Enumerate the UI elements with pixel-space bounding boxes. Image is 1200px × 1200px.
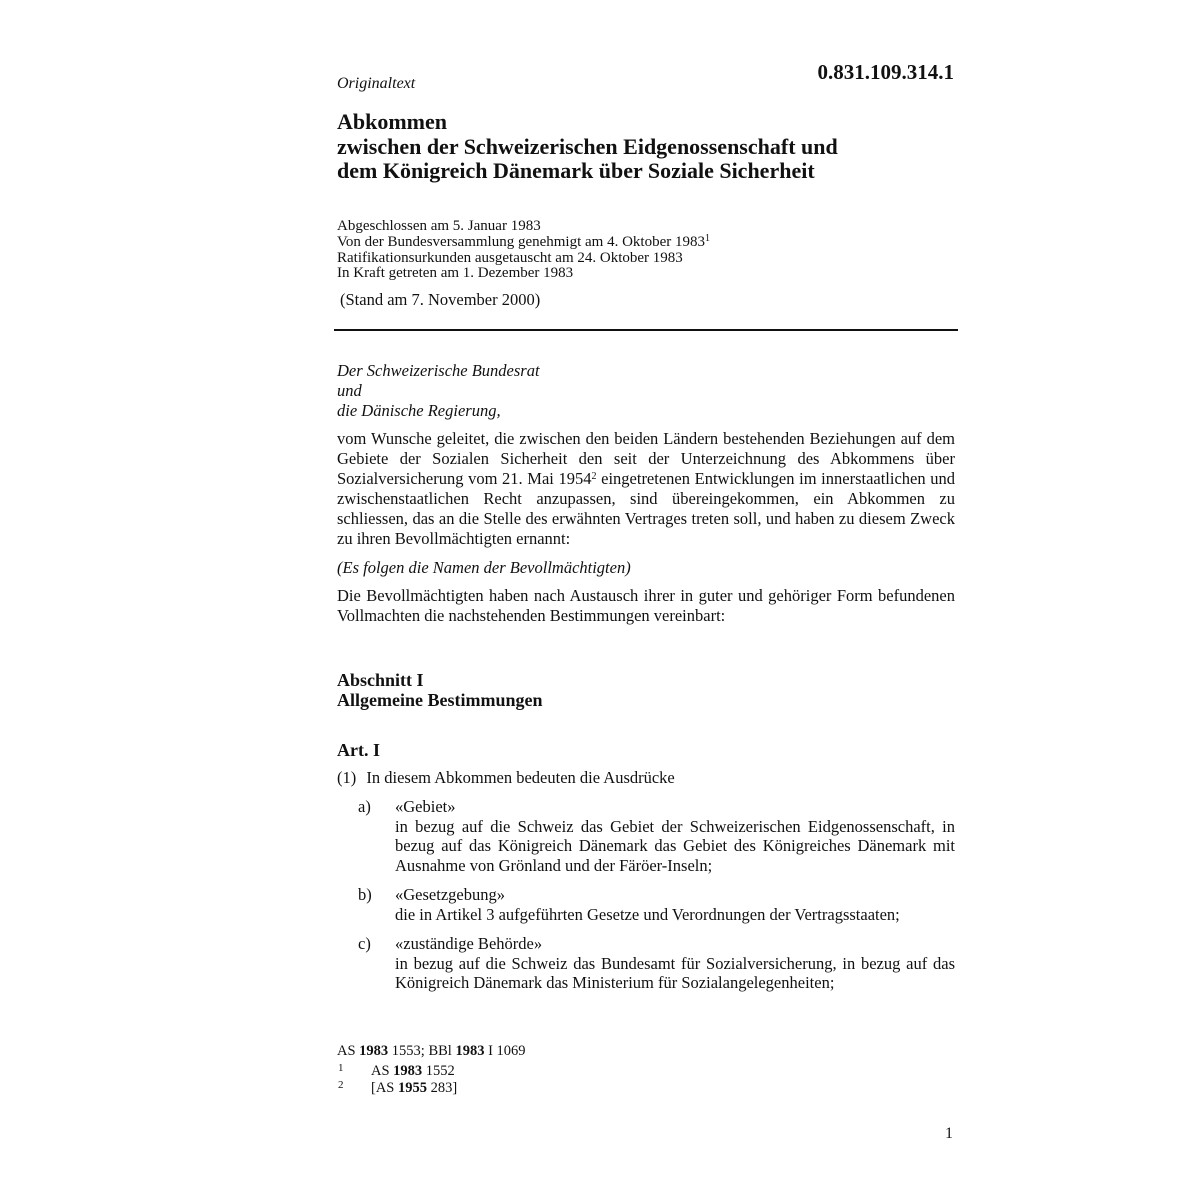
definition-term: «Gesetzgebung» (395, 885, 505, 904)
definition-term: «Gebiet» (395, 797, 456, 816)
list-item-letter: c) (358, 934, 371, 953)
list-item (395, 934, 955, 993)
list-item (395, 797, 955, 875)
title-line-3: dem Königreich Dänemark über Soziale Sicherheit (337, 158, 815, 183)
footnote-1-text: AS 1983 1552 (371, 1063, 455, 1079)
section-title: Allgemeine Bestimmungen (337, 690, 543, 710)
party-conjunction: und (337, 381, 362, 400)
document-number: 0.831.109.314.1 (817, 60, 954, 84)
page-number: 1 (945, 1125, 953, 1142)
footnote-ref-2: 2 (591, 471, 597, 482)
article-paragraph-1 (337, 768, 675, 788)
document-metadata (337, 219, 710, 282)
preamble-paragraph-1: vom Wunsche geleitet, die zwischen den beiden Ländern bestehenden Beziehungen auf dem Gebiete der Sozialen Sicherheit den seit der Unterzeichnung des Abkommens über Sozialversicherung vom 21. Mai 1954$^2$ eingetretenen Entwicklungen im innerstaatlichen und zwischenstaatlichen Recht anzupassen, sind übereingekommen, ein Abkommen zu schliessen, das an die Stelle des erwähnten Vertrages treten soll, und haben zu diesem Zweck zu ihren Bevollmächtigten ernannt: (337, 429, 955, 548)
party-2: die Dänische Regierung, (337, 401, 501, 420)
footnote-2-text: [AS 1955 283] (371, 1080, 458, 1096)
meta-concluded: Abgeschlossen am 5. Januar 1983 (337, 218, 541, 234)
header-divider (334, 329, 958, 331)
meta-approved: Von der Bundesversammlung genehmigt am 4. Oktober 1983$^1$ (337, 232, 710, 250)
meta-ratified: Ratifikationsurkunden ausgetauscht am 24. Oktober 1983 (337, 249, 683, 266)
footnote-2-number: 2 (338, 1079, 344, 1091)
title-line-2: zwischen der Schweizerischen Eidgenossenschaft und (337, 133, 838, 159)
definition-term: «zuständige Behörde» (395, 934, 543, 953)
definition-text: in bezug auf die Schweiz das Gebiet der Schweizerischen Eidgenossenschaft, in bezug auf das Königreich Dänemark das Gebiet des Königreiches Dänemark mit Ausnahme von Grönland und der Färöer-Inseln; (395, 816, 955, 875)
definition-text: die in Artikel 3 aufgeführten Gesetze und Verordnungen der Vertragsstaaten; (395, 904, 900, 924)
list-item (395, 885, 955, 924)
article-heading: Art. I (337, 740, 380, 760)
footnote-ref-1: 1 (705, 232, 710, 244)
section-heading (337, 670, 542, 710)
original-text-label: Originaltext (337, 75, 416, 92)
document-title (337, 110, 977, 184)
definition-text: in bezug auf die Schweiz das Bundesamt für Sozialversicherung, in bezug auf das Königreich Dänemark das Ministerium für Sozialangelegenheiten; (395, 953, 955, 992)
source-citation: AS 1983 1553; BBl 1983 I 1069 (337, 1043, 526, 1059)
list-item-letter: b) (358, 885, 372, 904)
title-line-1: Abkommen (337, 109, 448, 134)
section-number: Abschnitt I (337, 670, 424, 690)
list-item-letter: a) (358, 797, 371, 816)
footnote-1-number: 1 (338, 1062, 344, 1074)
preamble-paragraph-2: Die Bevollmächtigten haben nach Austausch ihrer in guter und gehöriger Form befundenen Vollmachten die nachstehenden Bestimmungen vereinbart: (337, 586, 955, 625)
contracting-parties (337, 361, 540, 421)
paragraph-text: In diesem Abkommen bedeuten die Ausdrücke (366, 768, 675, 787)
party-1: Der Schweizerische Bundesrat (337, 361, 540, 380)
plenipotentiaries-note: (Es folgen die Namen der Bevollmächtigten) (337, 558, 631, 577)
paragraph-number: (1) (337, 768, 357, 787)
meta-in-force: In Kraft getreten am 1. Dezember 1983 (337, 265, 574, 282)
status-date: (Stand am 7. November 2000) (340, 290, 541, 309)
